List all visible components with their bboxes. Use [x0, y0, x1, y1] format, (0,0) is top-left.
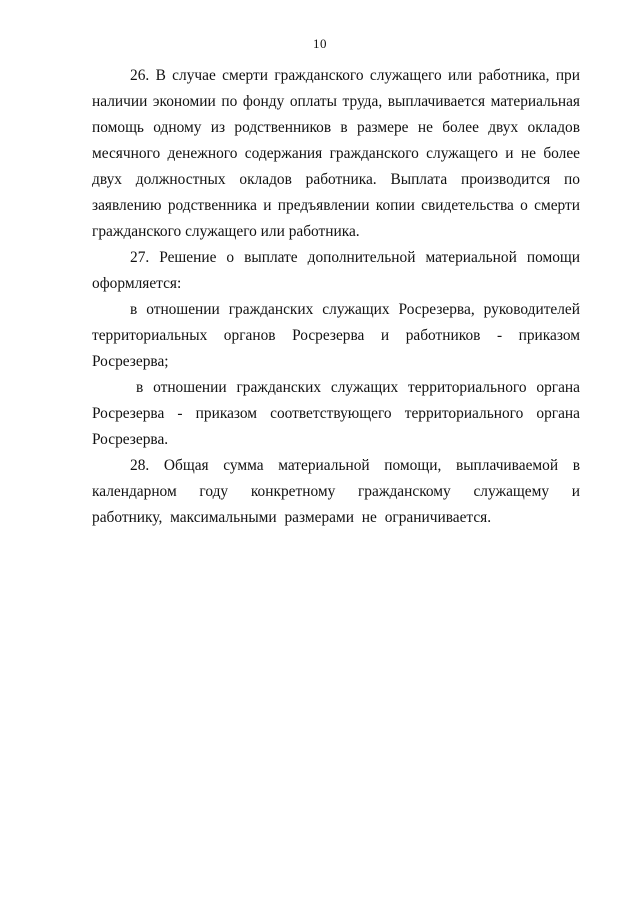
- document-body: [92, 63, 580, 531]
- paragraph-28: 28. Общая сумма материальной помощи, выплачиваемой в календарном году конкретному гражданскому служащему и работнику, максимальными размерами не ограничивается.: [92, 457, 580, 526]
- paragraph-26: 26. В случае смерти гражданского служащего или работника, при наличии экономии по фонду оплаты труда, выплачивается материальная помощь одному из родственников в размере не более двух окладов месячного денежного содержания гражданского служащего и не более двух должностных окладов работника. Выплата производится по заявлению родственника и предъявлении копии свидетельства о смерти гражданского служащего или работника.: [92, 67, 580, 240]
- page-number: 10: [313, 36, 327, 51]
- paragraph-27-item-territorial: в отношении гражданских служащих территориального органа Росрезерва - приказом соответствующего территориального органа Росрезерва.: [92, 379, 580, 448]
- paragraph-27: 27. Решение о выплате дополнительной материальной помощи оформляется:: [92, 249, 580, 292]
- paragraph-27-item-federal: в отношении гражданских служащих Росрезерва, руководителей территориальных органов Росрезерва и работников - приказом Росрезерва;: [92, 301, 580, 370]
